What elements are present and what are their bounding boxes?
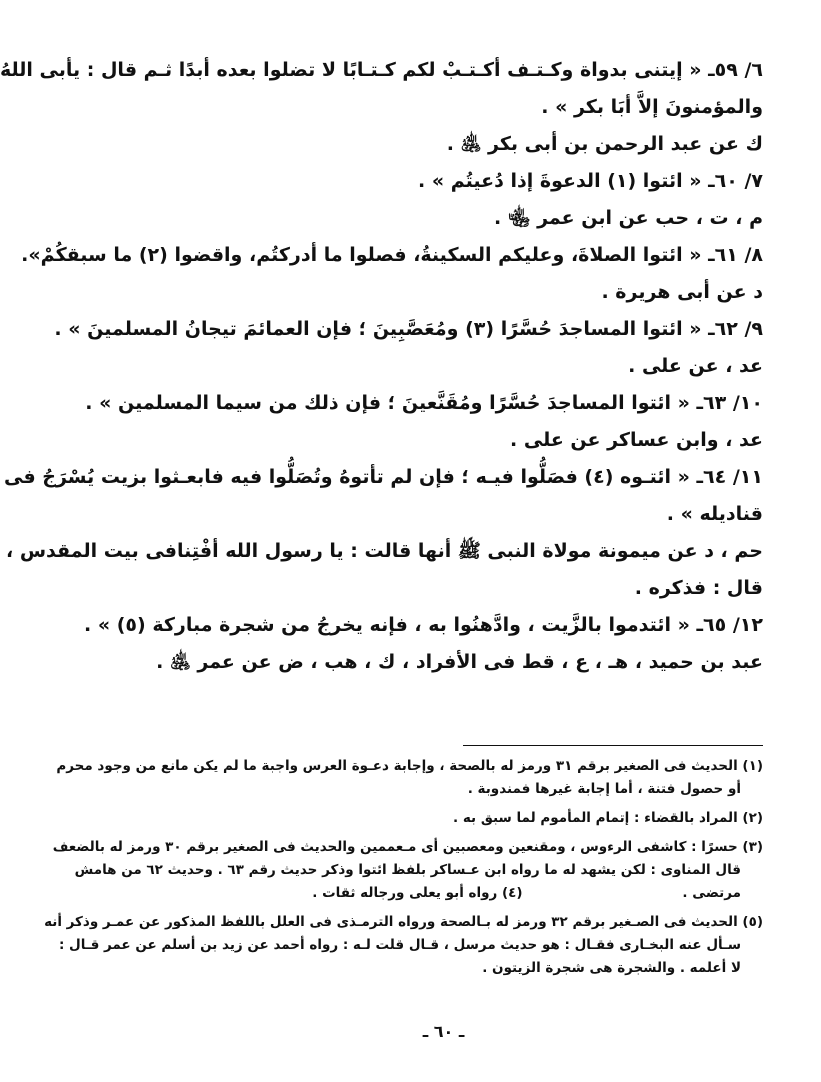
hadith-61-source: د عن أبى هريرة .: [601, 281, 763, 303]
hadith-65-source: عبد بن حميد ، هـ ، ع ، قط فى الأفراد ، ك ، هب ، ض عن عمر ﵁ .: [156, 651, 763, 673]
hadith-60-text: ٧/ ٦٠ـ « ائتوا (١) الدعوةَ إذا دُعيتُم » .: [417, 170, 763, 192]
footnote-2-line-1: (٢) المراد بالقضاء : إتمام المأموم لما سبق به .: [453, 810, 763, 826]
footnote-1-line-1: (١) الحديث فى الصغير برقم ٣١ ورمز له بالصحة ، وإجابة دعـوة العرس واجبة ما لم يكن مانع من وجود محرم: [56, 758, 763, 774]
footnote-1-line-2: أو حصول فتنة ، أما إجابة غيرها فمندوبة .: [467, 781, 741, 797]
footnote-3: [52, 836, 763, 905]
hadith-59-source: ك عن عبد الرحمن بن أبى بكر ﵁ .: [446, 133, 763, 155]
hadith-59-text-line-2: والمؤمنونَ إلاَّ أبَا بكر » .: [541, 96, 763, 118]
hadith-60-source: م ، ت ، حب عن ابن عمر ﵄ .: [494, 207, 763, 229]
hadith-64-text-line-2: قناديله » .: [666, 503, 763, 525]
footnote-2: [124, 807, 763, 830]
footnote-5-line-2: سـأل عنه البخـارى فقـال : هو حديث مرسل ، قـال قلت لـه : رواه أحمد عن زيد بن أسلم عن عمر قـال :: [58, 937, 741, 953]
hadith-65-text: ١٢/ ٦٥ـ « ائتدموا بالزَّيت ، وادَّهنُوا به ، فإنه يخرجُ من شجرة مباركة (٥) » .: [84, 614, 763, 636]
document-page: [0, 58, 763, 1082]
footnote-3-line-2: قال المناوى : لكن يشهد له ما رواه ابن عـساكر بلفظ ائتوا وذكر حديث رقم ٦٣ . وحديث ٦٢ من هامش: [74, 862, 741, 878]
footnote-5-line-1: (٥) الحديث فى الصـغير برقم ٣٢ ورمز له بـالصحة ورواه الترمـذى فى العلل باللفظ المذكور عن عمـر وذكر أنه: [44, 914, 763, 930]
hadith-64-text-line-1: ١١/ ٦٤ـ « ائتـوه (٤) فصَلُّوا فيـه ؛ فإن لم تأتوهُ وتُصَلُّوا فيه فابعـثوا بزيت يُسْرَجُ فى: [4, 466, 763, 488]
hadith-62-text: ٩/ ٦٢ـ « ائتوا المساجدَ حُسَّرًا (٣) ومُعَصَّبِينَ ؛ فإن العمائمَ تيجانُ المسلمينَ » .: [54, 318, 763, 340]
hadith-63-source: عد ، وابن عساكر عن على .: [510, 429, 763, 451]
hadith-63-text: ١٠/ ٦٣ـ « ائتوا المساجدَ حُسَّرًا ومُقَنَّعينَ ؛ فإن ذلك من سيما المسلمين » .: [85, 392, 763, 414]
footnotes: [44, 755, 763, 980]
footnote-separator: [463, 745, 763, 746]
hadith-62-source: عد ، عن على .: [628, 355, 763, 377]
footnote-5-line-3: لا أعلمه . والشجرة هى شجرة الزيتون .: [482, 960, 741, 976]
footnote-3-line-3: مرتضى . (٤) رواه أبو يعلى ورجاله ثقات .: [312, 885, 741, 901]
hadith-64-source-line-1: حم ، د عن ميمونة مولاة النبى ﷺ أنها قالت : يا رسول الله أفْتِنافى بيت المقدس ،: [6, 540, 763, 562]
page-number: ـ ٦٠ ـ: [422, 1022, 465, 1041]
hadith-61-text: ٨/ ٦١ـ « ائتوا الصلاةَ، وعليكم السكينةُ، فصلوا ما أدركتُم، واقضوا (٢) ما سبقكُمْ».: [21, 244, 763, 266]
footnote-3-line-1: (٣) حسرًا : كاشفى الرءوس ، ومقنعين ومعصبين أى مـعممين والحديث فى الصغير برقم ٣٠ ورمز له بالضعف: [52, 839, 763, 855]
hadith-59-text-line-1: ٦/ ٥٩ـ « إيتنى بدواة وكـتـف أكـتـبْ لكم كـتـابًا لا تضلوا بعده أبدًا ثـم قال : يأبى اللهُ: [0, 59, 763, 81]
hadith-64-source-line-2: قال : فذكره .: [634, 577, 763, 599]
footnote-1: [56, 755, 763, 801]
footnote-5: [44, 911, 763, 980]
